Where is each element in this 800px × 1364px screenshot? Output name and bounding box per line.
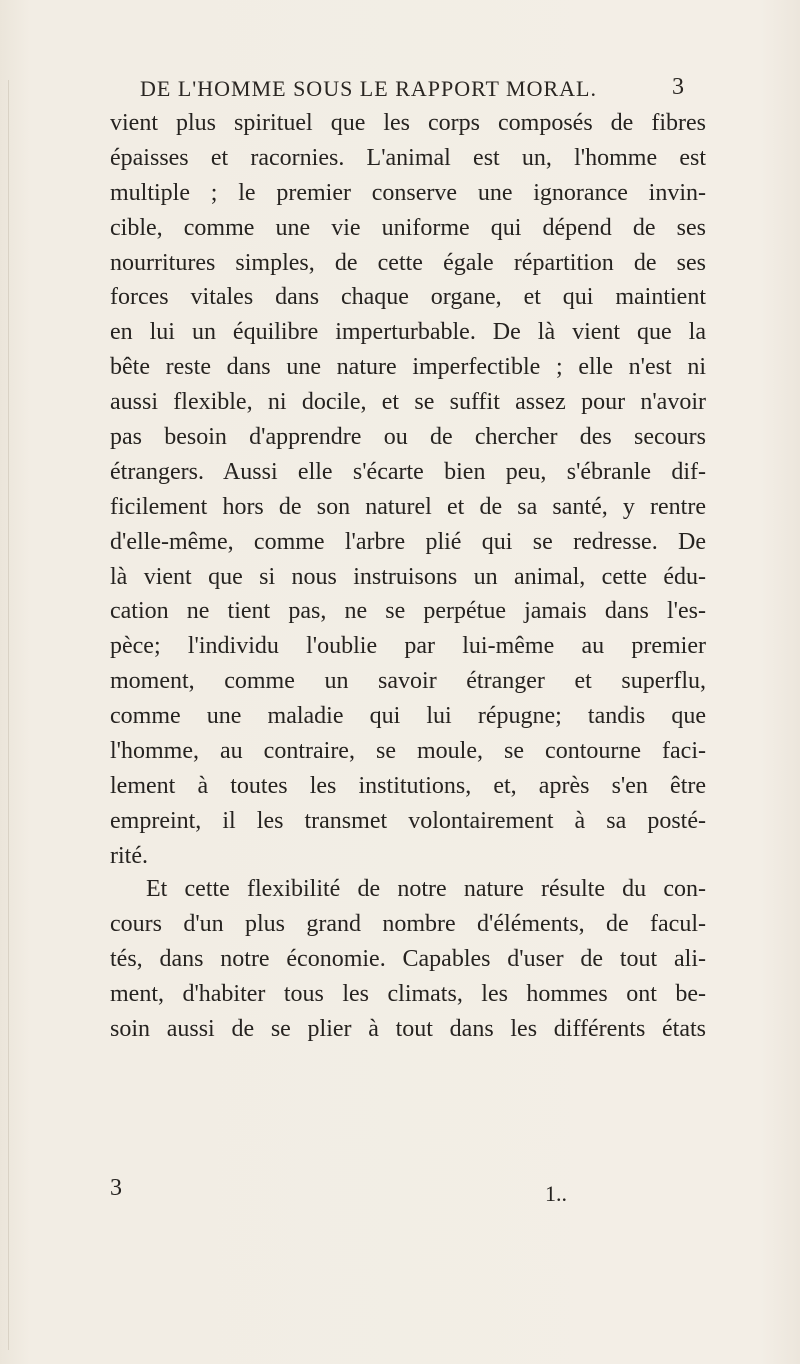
- text-line: soin aussi de se plier à tout dans les différents états: [110, 1015, 706, 1042]
- text-line: l'homme, au contraire, se moule, se contourne faci-: [110, 738, 706, 765]
- text-line: aussi flexible, ni docile, et se suffit assez pour n'avoir: [110, 389, 706, 416]
- text-line: cours d'un plus grand nombre d'éléments, de facul-: [110, 910, 706, 937]
- running-head: DE L'HOMME SOUS LE RAPPORT MORAL.: [140, 76, 597, 101]
- text-line: multiple ; le premier conserve une ignorance invin-: [110, 179, 706, 206]
- text-line: nourritures simples, de cette égale répartition de ses: [110, 249, 706, 276]
- page-gutter-shadow: [8, 80, 9, 1350]
- text-line: ficilement hors de son naturel et de sa santé, y rentre: [110, 493, 706, 520]
- text-line: bête reste dans une nature imperfectible ; elle n'est ni: [110, 354, 706, 381]
- text-line: pas besoin d'apprendre ou de chercher des secours: [110, 424, 706, 451]
- text-line: d'elle-même, comme l'arbre plié qui se redresse. De: [110, 528, 706, 555]
- paragraph-2: [110, 872, 706, 1046]
- text-line: ment, d'habiter tous les climats, les hommes ont be-: [110, 980, 706, 1007]
- text-line: moment, comme un savoir étranger et superflu,: [110, 668, 706, 695]
- text-line: épaisses et racornies. L'animal est un, l'homme est: [110, 144, 706, 171]
- text-line: là vient que si nous instruisons un animal, cette édu-: [110, 563, 706, 590]
- text-line: forces vitales dans chaque organe, et qui maintient: [110, 284, 706, 311]
- text-line: tés, dans notre économie. Capables d'user de tout ali-: [110, 945, 706, 972]
- text-line: en lui un équilibre imperturbable. De là vient que la: [110, 319, 706, 346]
- signature-label: 1..: [545, 1181, 567, 1206]
- text-line: Et cette flexibilité de notre nature résulte du con-: [146, 876, 706, 902]
- text-line: étrangers. Aussi elle s'écarte bien peu, s'ébranle dif-: [110, 458, 706, 485]
- text-line: pèce; l'individu l'oublie par lui-même au premier: [110, 633, 706, 660]
- text-line: cible, comme une vie uniforme qui dépend de ses: [110, 214, 706, 241]
- text-line: rité.: [110, 842, 148, 869]
- page-number: 3: [672, 74, 684, 100]
- paragraph-1: [110, 106, 706, 874]
- signature-mark: 3: [110, 1175, 122, 1201]
- text-line: comme une maladie qui lui répugne; tandis que: [110, 703, 706, 730]
- text-line: empreint, il les transmet volontairement à sa posté-: [110, 807, 706, 834]
- text-line: cation ne tient pas, ne se perpétue jamais dans l'es-: [110, 598, 706, 625]
- text-line: vient plus spirituel que les corps composés de fibres: [110, 110, 706, 136]
- text-line: lement à toutes les institutions, et, après s'en être: [110, 772, 706, 799]
